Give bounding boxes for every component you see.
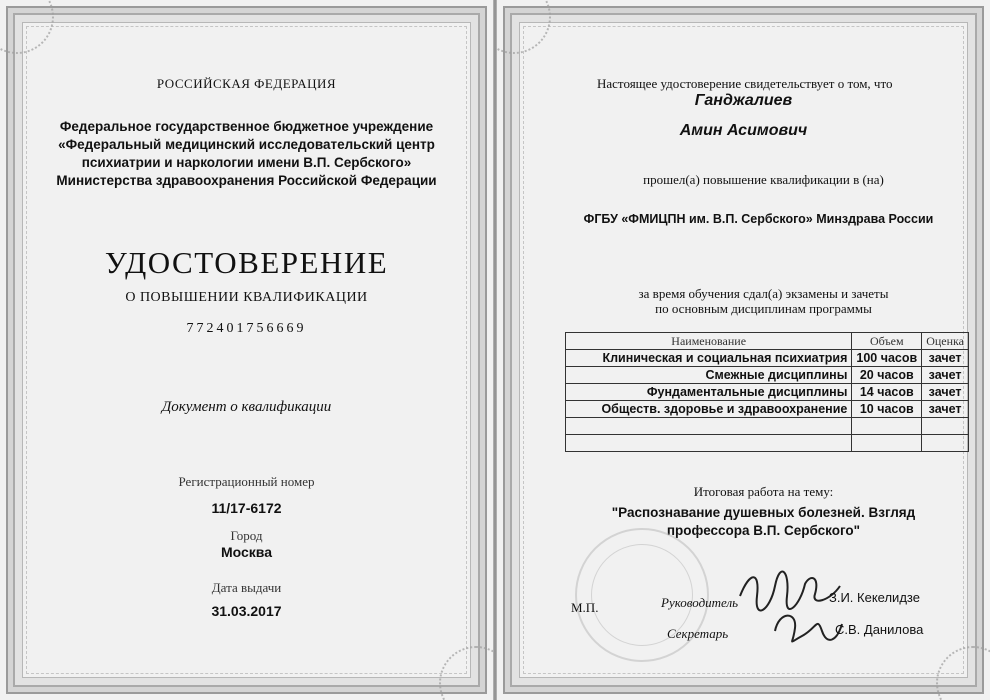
- intro-text: Настоящее удостоверение свидетельствует о том, что: [597, 76, 893, 91]
- registration-number: 11/17-6172: [211, 500, 282, 516]
- issue-date: 31.03.2017: [211, 603, 282, 619]
- table-cell: Клиническая и социальная психиатрия: [566, 350, 852, 367]
- table-cell: зачет: [922, 350, 969, 367]
- certificate-number: 772401756669: [186, 321, 307, 336]
- secretary-name: С.В. Данилова: [835, 622, 924, 637]
- stamp-place-label: М.П.: [571, 600, 599, 615]
- table-cell: 14 часов: [852, 384, 922, 401]
- institution-line: Федеральное государственное бюджетное учреждение: [59, 119, 434, 134]
- column-header: Оценка: [922, 333, 969, 350]
- table-cell: [852, 435, 922, 452]
- country-label: РОССИЙСКАЯ ФЕДЕРАЦИЯ: [156, 76, 337, 91]
- table-cell: [852, 418, 922, 435]
- column-header: Наименование: [566, 333, 852, 350]
- table-cell: зачет: [922, 367, 969, 384]
- document-title: УДОСТОВЕРЕНИЕ: [104, 245, 389, 280]
- passed-text: прошел(а) повышение квалификации в (на): [643, 172, 884, 187]
- table-row: [566, 350, 969, 367]
- institution-line: «Федеральный медицинский исследовательский центр: [58, 137, 435, 152]
- document-kind: Документ о квалификации: [161, 399, 332, 415]
- city-value: Москва: [220, 544, 273, 560]
- institution-line: психиатрии и наркологии имени В.П. Сербского»: [81, 155, 412, 170]
- institution-name: [0, 118, 493, 190]
- table-row: [566, 367, 969, 384]
- thesis-line: "Распознавание душевных болезней. Взгляд: [611, 505, 916, 520]
- exams-text: [537, 286, 990, 316]
- document-subtitle: О ПОВЫШЕНИИ КВАЛИФИКАЦИИ: [125, 290, 368, 305]
- table-row: [566, 384, 969, 401]
- final-work-topic: [537, 504, 990, 540]
- table-cell: [566, 418, 852, 435]
- final-work-label: Итоговая работа на тему:: [693, 484, 834, 499]
- institution-line: Министерства здравоохранения Российской Федерации: [56, 173, 437, 188]
- head-role-label: Руководитель: [661, 595, 739, 610]
- exams-line: за время обучения сдал(а) экзамены и зачеты: [638, 286, 889, 301]
- table-cell: 10 часов: [852, 401, 922, 418]
- grades-table: [565, 332, 969, 452]
- city-label: Город: [230, 528, 263, 543]
- exams-line: по основным дисциплинам программы: [655, 301, 872, 316]
- table-cell: Обществ. здоровье и здравоохранение: [566, 401, 852, 418]
- right-page: [497, 0, 990, 700]
- table-row: [566, 435, 969, 452]
- table-cell: [922, 418, 969, 435]
- table-cell: 100 часов: [852, 350, 922, 367]
- training-organization: ФГБУ «ФМИЦПН им. В.П. Сербского» Минздрава России: [583, 212, 934, 226]
- holder-surname: Ганджалиев: [694, 92, 793, 109]
- table-cell: Фундаментальные дисциплины: [566, 384, 852, 401]
- table-cell: [922, 435, 969, 452]
- table-header-row: [566, 333, 969, 350]
- holder-name: Амин Асимович: [679, 122, 808, 139]
- secretary-role-label: Секретарь: [667, 626, 729, 641]
- head-name: З.И. Кекелидзе: [829, 590, 920, 605]
- table-cell: зачет: [922, 401, 969, 418]
- issue-date-label: Дата выдачи: [211, 580, 282, 595]
- table-cell: Смежные дисциплины: [566, 367, 852, 384]
- thesis-line: профессора В.П. Сербского": [666, 523, 861, 538]
- table-cell: зачет: [922, 384, 969, 401]
- table-row: [566, 418, 969, 435]
- table-cell: [566, 435, 852, 452]
- column-header: Объем: [852, 333, 922, 350]
- registration-label: Регистрационный номер: [178, 474, 315, 489]
- table-cell: 20 часов: [852, 367, 922, 384]
- table-row: [566, 401, 969, 418]
- left-page: [0, 0, 493, 700]
